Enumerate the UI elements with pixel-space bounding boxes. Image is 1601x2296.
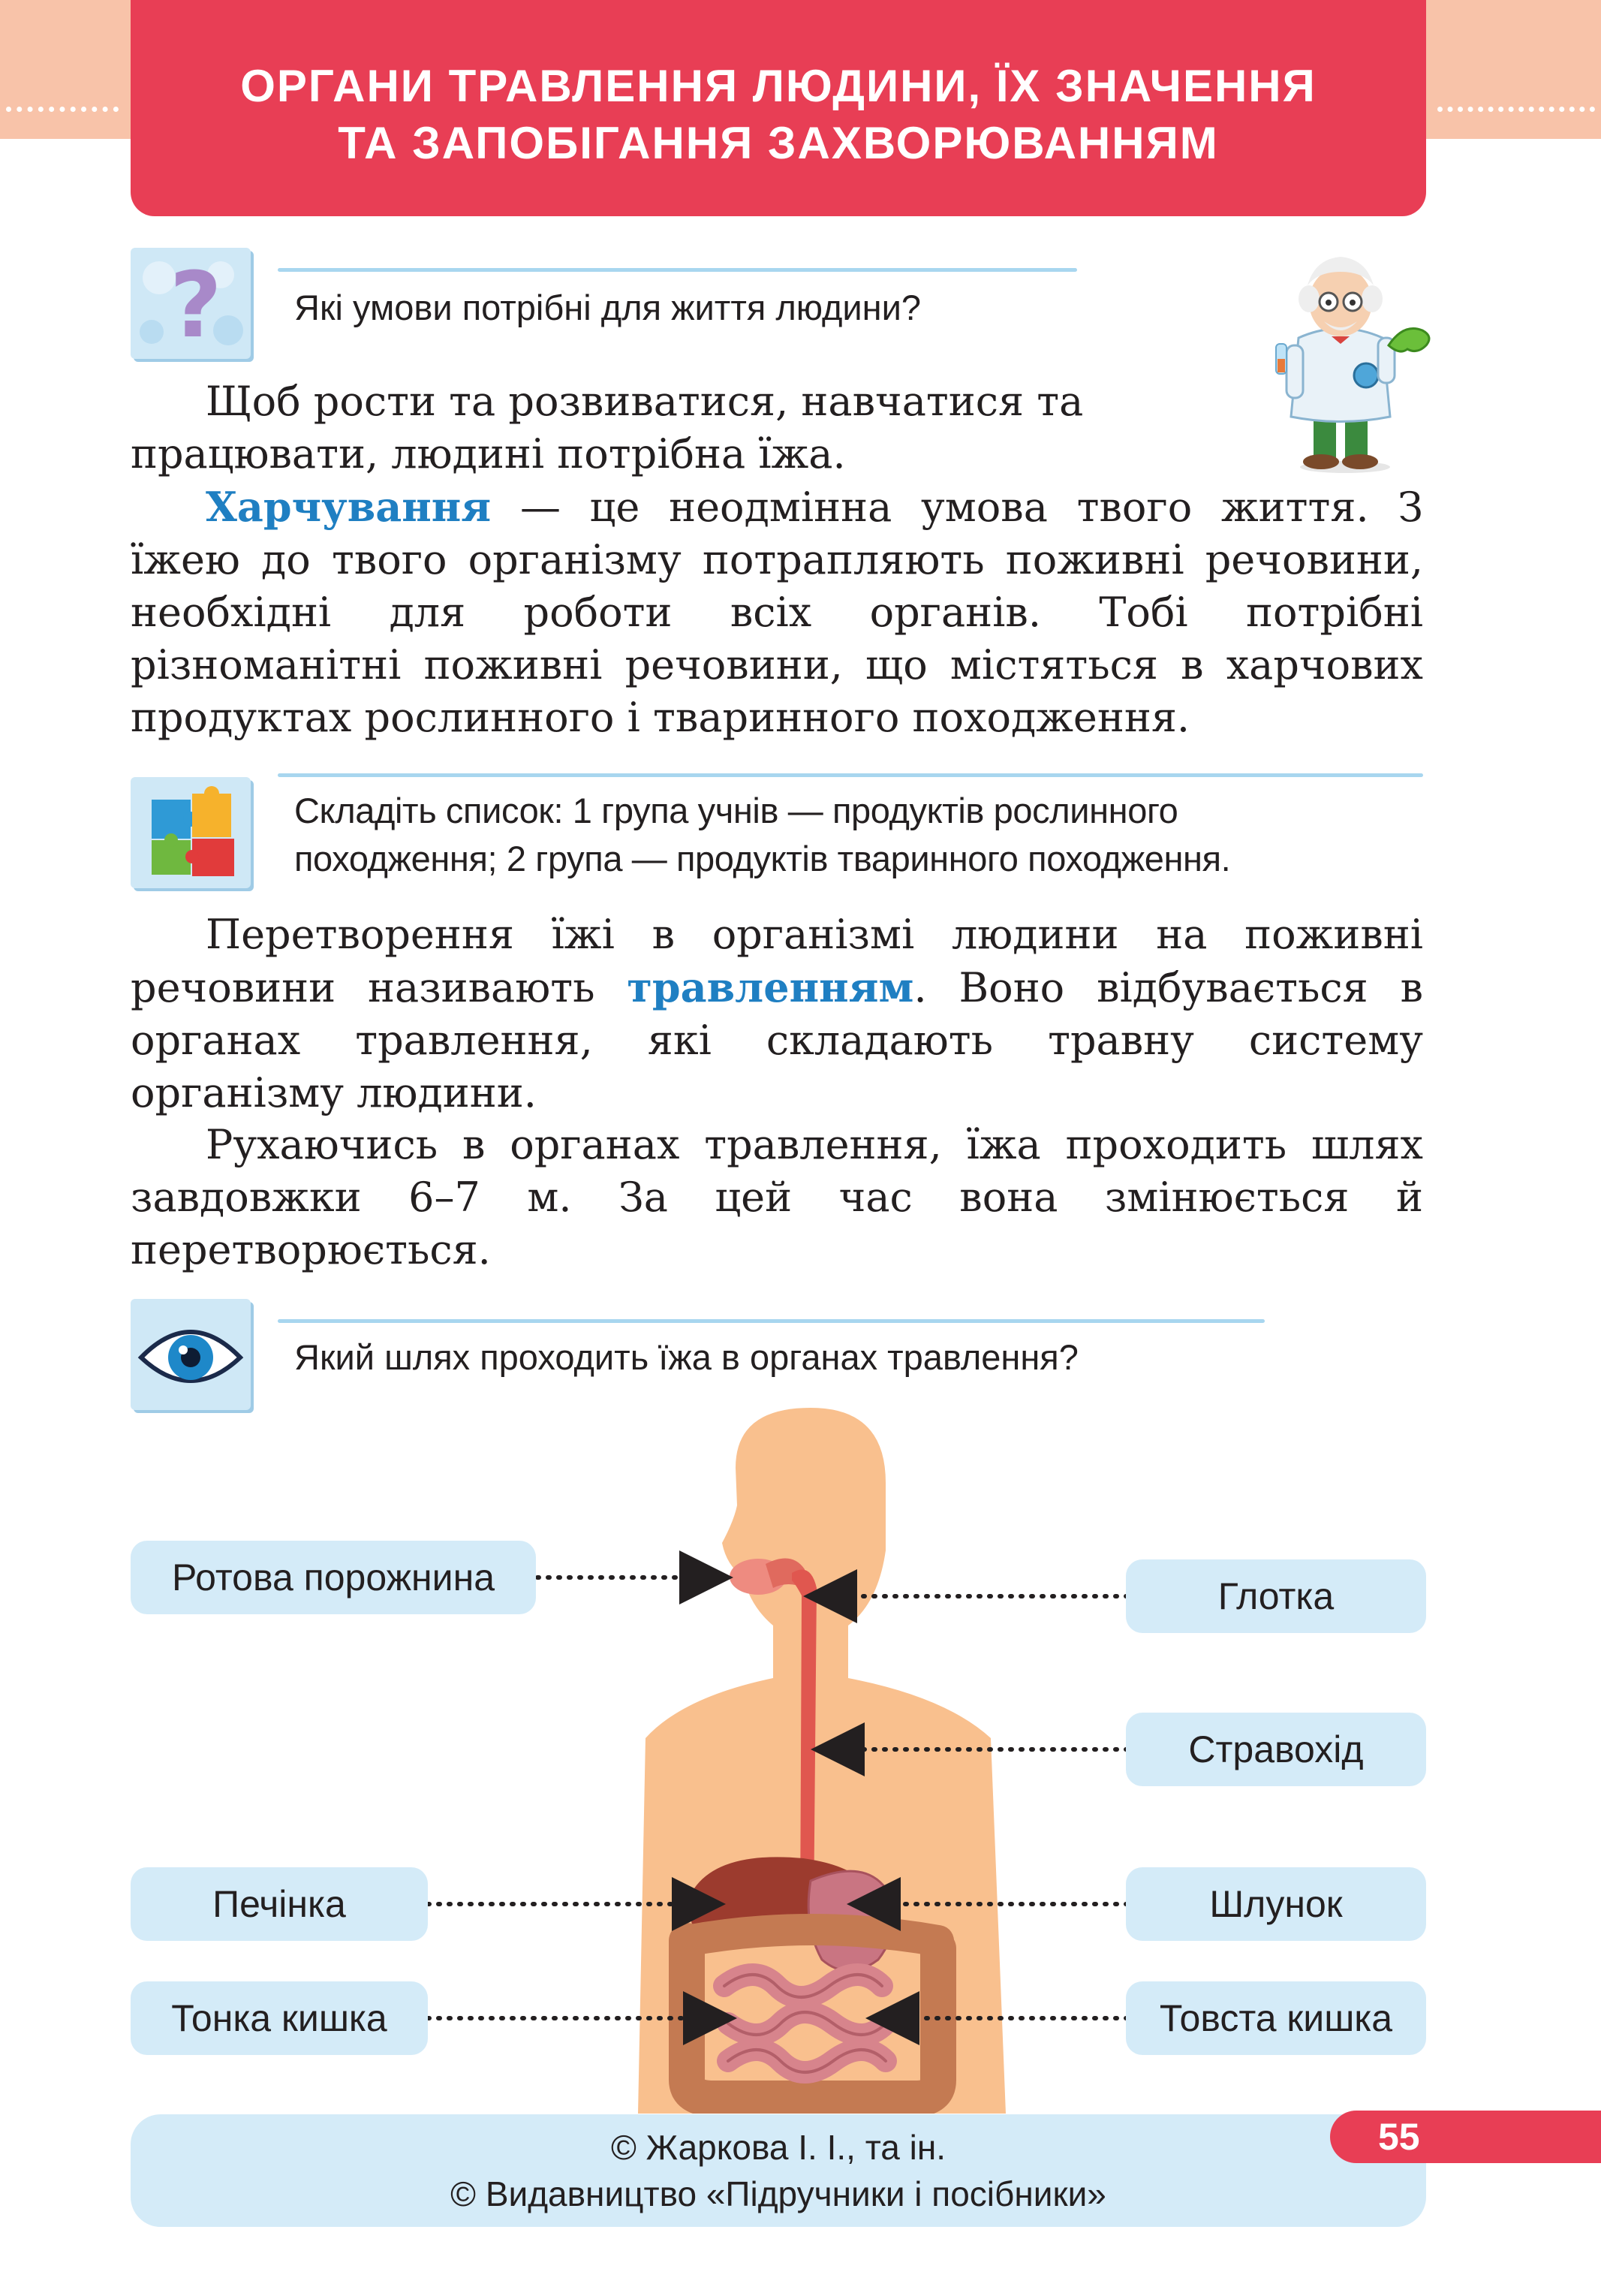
label-large-intestine: Товста кишка xyxy=(1126,1981,1426,2055)
label-stomach: Шлунок xyxy=(1126,1867,1426,1941)
copyright-publisher: © Видавництво «Підручники і посібники» xyxy=(450,2174,1106,2213)
paragraph-1-text: Щоб рости та розвиватися, навчатися та працювати, людині потрібна їжа. xyxy=(131,378,1084,478)
term-nutrition: Харчування xyxy=(206,483,492,531)
task1-question: Які умови потрібні для життя людини? xyxy=(294,288,922,327)
copyright-authors: © Жаркова І. І., та ін. xyxy=(610,2128,946,2167)
label-mouth: Ротова порожнина xyxy=(131,1541,536,1614)
task2-line-2: походження; 2 група — продуктів тваринного походження. xyxy=(294,839,1231,878)
label-liver: Печінка xyxy=(131,1867,428,1941)
paragraph-2-text: — це неодмінна умова твого життя. З їжею до твого організму потрапляють поживні речовини, необхідні для роботи всіх органів. Тобі потрібні різноманітні поживні речовини, що містяться в харчових продуктах рослинного і тваринного походження. xyxy=(131,484,1423,741)
page-number: 55 xyxy=(1330,2111,1601,2163)
page-title-line-1: ОРГАНИ ТРАВЛЕННЯ ЛЮДИНИ, ЇХ ЗНАЧЕННЯ xyxy=(240,61,1317,111)
paragraph-3-text-before: Перетворення їжі в організмі людини на поживні речовини називають xyxy=(131,911,1423,1011)
paragraph-4-text: Рухаючись в органах травлення, їжа проходить шлях завдовжки 6–7 м. За цей час вона змінюється й перетворюється. xyxy=(131,1121,1423,1273)
label-small-intestine: Тонка кишка xyxy=(131,1981,428,2055)
paragraph-3-text-after: . Воно відбувається в органах травлення, які складають травну систему організму людини. xyxy=(131,964,1424,1116)
svg-text:?: ? xyxy=(170,254,222,358)
task2-line-1: Складіть список: 1 група учнів — продуктів рослинного xyxy=(294,791,1178,830)
term-digestion: травленням xyxy=(627,963,914,1011)
copyright-footer xyxy=(131,2114,1426,2227)
label-pharynx: Глотка xyxy=(1126,1559,1426,1633)
page-title-line-2: ТА ЗАПОБІГАННЯ ЗАХВОРЮВАННЯМ xyxy=(338,118,1219,168)
task3-question: Який шлях проходить їжа в органах травлення? xyxy=(294,1337,1079,1377)
label-esophagus: Стравохід xyxy=(1126,1713,1426,1786)
